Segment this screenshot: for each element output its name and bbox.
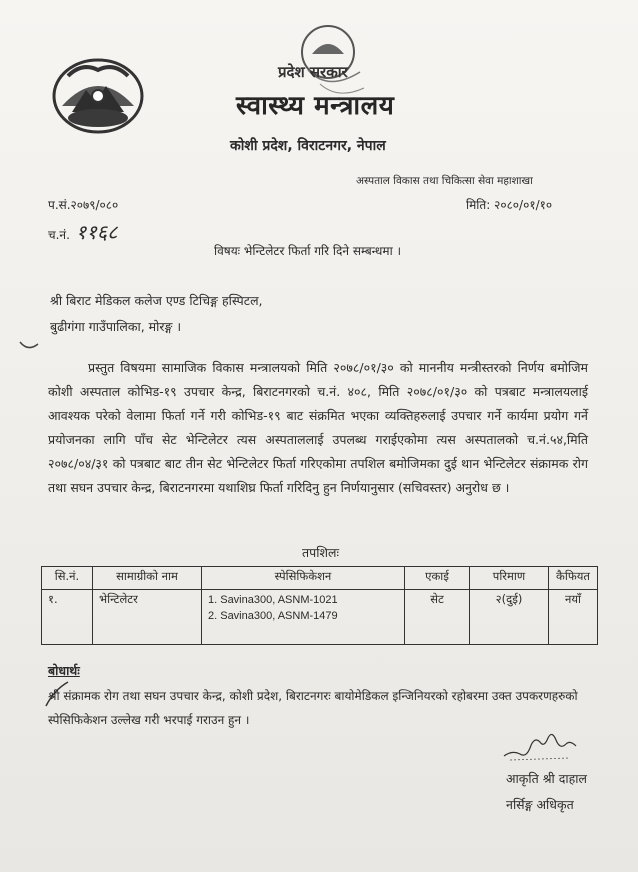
tapshil-label: तपशिलः bbox=[302, 545, 339, 560]
chalani-handwritten: ११६८ bbox=[75, 220, 118, 244]
letter-subject: विषयः भेन्टिलेटर फिर्ता गरि दिने सम्बन्धमा । bbox=[214, 244, 402, 258]
cell-name: भेन्टिलेटर bbox=[93, 590, 202, 645]
ministry-title: स्वास्थ्य मन्त्रालय bbox=[236, 91, 395, 121]
cell-sn: १. bbox=[42, 590, 93, 645]
signatory-title: नर्सिङ्ग अधिकृत bbox=[506, 797, 574, 812]
cell-qty: २(दुई) bbox=[470, 590, 549, 645]
header-unit: एकाई bbox=[405, 567, 470, 590]
table-row bbox=[42, 590, 598, 645]
cell-spec bbox=[202, 590, 405, 645]
header-name: सामाग्रीको नाम bbox=[93, 567, 202, 590]
division-name: अस्पताल विकास तथा चिकित्सा सेवा महाशाखा bbox=[356, 175, 533, 187]
recipient-line-1: श्री बिराट मेडिकल कलेज एण्ड टिचिङ्ग हस्पिटल, bbox=[50, 293, 263, 308]
table-header-row bbox=[42, 567, 598, 590]
margin-mark-icon bbox=[18, 338, 40, 352]
header-spec: स्पेसिफिकेशन bbox=[202, 567, 405, 590]
bodharth-text: श्री संक्रामक रोग तथा सघन उपचार केन्द्र, कोशी प्रदेश, बिराटनगरः बायोमेडिकल इन्जिनियरको रहोबरमा उक्त उपकरणहरुको स्पेसिफिकेशन उल्लेख गरी भरपाई गराउन हुन । bbox=[48, 689, 578, 727]
bodharth-label: बोधार्थः bbox=[48, 663, 80, 678]
letter-date: मिति: २०८०/०१/१० bbox=[466, 198, 553, 212]
chalani-number bbox=[48, 218, 118, 245]
letter-body: प्रस्तुत विषयमा सामाजिक विकास मन्त्रालयको मिति २०७८/०१/३० को माननीय मन्त्रीस्तरको निर्णय बमोजिम कोशी अस्पताल कोभिड-१९ उपचार केन्द्र, बिराटनगरको च.नं. ४०८, मिति २०७८/०१/३० को पत्रबाट मन्त्रालयलाई आवश्यक परेको वेलामा फिर्ता गर्ने गरी कोभिड-१९ बाट संक्रमित भएका व्यक्तिहरुलाई उपचार गर्ने कार्यमा प्रयोग गर्ने प्रयोजनका लागि पाँच सेट भेन्टिलेटर त्यस अस्पताललाई उपलब्ध गराईएकोमा त्यस अस्पतालको च.नं.५४,मिति २०७८/०४/३१ को पत्रबाट बाट तीन सेट भेन्टिलेटर फिर्ता गरिएकोमा तपशिल बमोजिमका दुई थान भेन्टिलेटर संक्रामक रोग तथा सघन उपचार केन्द्र, बिराटनगरमा यथाशिघ्र फिर्ता गरिदिनु हुन निर्णयानुसार (सचिवस्तर) अनुरोध छ । bbox=[48, 360, 588, 495]
ministry-address: कोशी प्रदेश, विराटनगर, नेपाल bbox=[230, 138, 386, 154]
spec-line-2: 2. Savina300, ASNM-1479 bbox=[208, 610, 338, 622]
header-qty: परिमाण bbox=[470, 567, 549, 590]
signatory-name: आकृति श्री दाहाल bbox=[506, 771, 587, 786]
seal-text: प्रदेश सरकार bbox=[278, 63, 348, 81]
chalani-label: च.नं. bbox=[48, 228, 70, 242]
recipient-line-2: बुढीगंगा गाउँपालिका, मोरङ्ग । bbox=[50, 319, 182, 334]
spec-line-1: 1. Savina300, ASNM-1021 bbox=[208, 594, 338, 606]
signature-icon bbox=[500, 726, 580, 762]
cell-unit: सेट bbox=[405, 590, 470, 645]
patra-sankhya: प.सं.२०७९/०८० bbox=[48, 198, 119, 212]
items-table bbox=[41, 566, 598, 645]
nepal-emblem-icon bbox=[52, 56, 144, 136]
header-sn: सि.नं. bbox=[42, 567, 93, 590]
cell-remarks: नयाँ bbox=[549, 590, 598, 645]
header-remarks: कैफियत bbox=[549, 567, 598, 590]
